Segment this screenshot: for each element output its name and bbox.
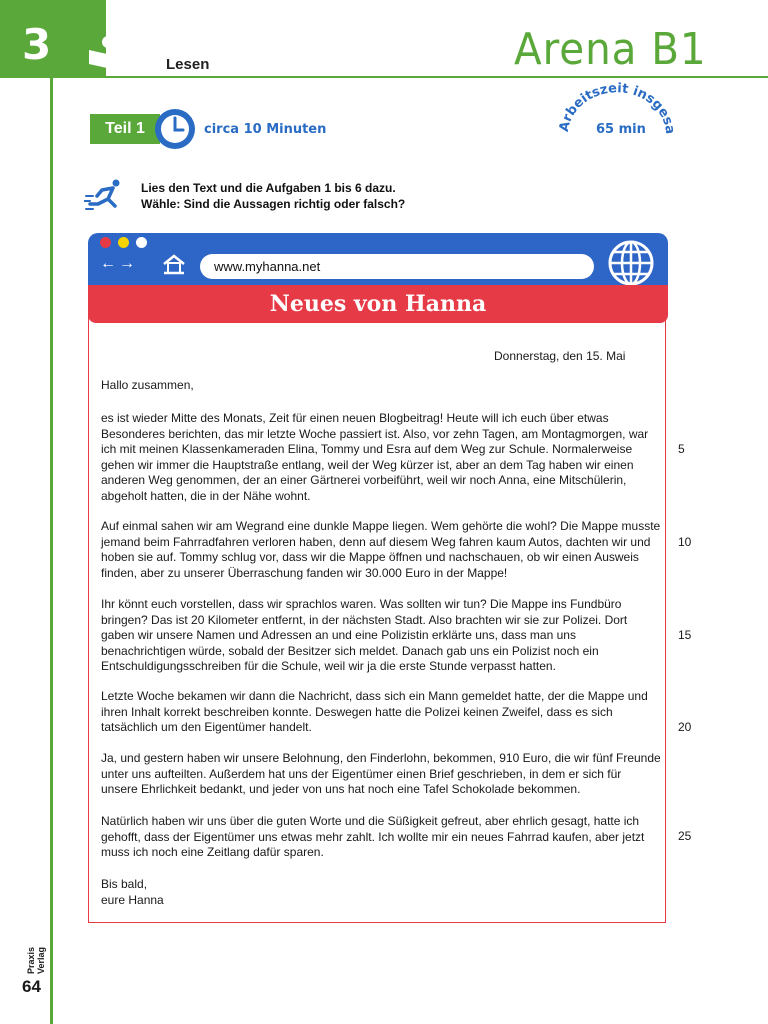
task-instructions bbox=[141, 180, 405, 212]
url-field: www.myhanna.net bbox=[200, 254, 594, 279]
total-time-label bbox=[548, 80, 678, 149]
nav-arrows bbox=[100, 255, 138, 273]
line-number: 20 bbox=[678, 720, 692, 734]
unit-number: 3 bbox=[22, 20, 52, 69]
section-label: Lesen bbox=[166, 56, 210, 73]
window-dot-yellow bbox=[118, 237, 129, 248]
margin-rule bbox=[50, 78, 53, 1024]
home-icon bbox=[162, 253, 186, 280]
instruction-line: Wähle: Sind die Aussagen richtig oder falsch? bbox=[141, 197, 406, 211]
line-number: 10 bbox=[678, 535, 692, 549]
line-number: 15 bbox=[678, 628, 692, 642]
post-paragraph: es ist wieder Mitte des Monats, Zeit für einen neuen Blogbeitrag! Heute will ich euch über etwas Besonderes berichten, das mir letzte Woche passiert ist. Also, vor zehn Tagen, am Montagmorgen, war ich mit meinen Klassenkameraden Elina, Tommy und Esra auf dem Weg zur Schule. Normalerweise gehen wir immer die Hauptstraße entlang, weil der Weg kürzer ist, aber an dem Tag haben wir einen anderen Weg genommen, der an einer Gärtnerei vorbeiführt, weil wir noch Anna, eine Mitschülerin, abgeholt hatten, die in der Nähe wohnt. bbox=[101, 411, 649, 503]
window-dot-red bbox=[100, 237, 111, 248]
publisher-name: Praxis Verlag bbox=[26, 946, 46, 974]
post-paragraph: Ja, und gestern haben wir unsere Belohnung, den Finderlohn, bekommen, 910 Euro, die wir fünf Freunde unter uns aufteilten. Außerdem hat uns der Eigentümer einen Brief geschrieben, in dem er sich für unsere Ehrlichkeit bedankt, und jeder von uns hat noch eine Tafel Schokolade bekommen. bbox=[101, 751, 661, 797]
post-paragraph: Natürlich haben wir uns über die guten Worte und die Süßigkeit gefreut, aber ehrlich gesagt, hatte ich gehofft, dass der Eigentümer uns etwas mehr zahlt. Ich wollte mir ein neues Fahrrad kaufen, aber jetzt muss ich noch eine Zeitlang dafür sparen. bbox=[101, 814, 645, 860]
post-paragraph: Ihr könnt euch vorstellen, dass wir sprachlos waren. Was sollten wir tun? Die Mappe ins Fundbüro bringen? Das ist 20 Kilometer entfernt, in der nächsten Stadt. Also brachten wir sie zur Polizei. Dort gaben wir unsere Namen und Adressen an und eine Polizistin erklärte uns, dass man uns benachrichtigen würde, sobald der Besitzer sich meldet. Danach gab uns ein Polizist noch ein Entschuldigungsschreiben für die Schule, weil wir ja die erste Stunde verpasst hatten. bbox=[101, 597, 628, 674]
line-number: 5 bbox=[678, 442, 685, 456]
signoff-line: eure Hanna bbox=[101, 892, 164, 907]
total-time-value: 65 min bbox=[596, 122, 646, 137]
post-paragraph: Auf einmal sahen wir am Wegrand eine dunkle Mappe liegen. Wem gehörte die wohl? Die Mappe musste jemand beim Fahrradfahren verloren haben, denn auf diesem Weg fahren kaum Autos, dachten wir und hoben sie auf. Tommy schlug vor, dass wir die Mappe öffnen und nachschauen, ob wir einen Ausweis finden, aber zu unserer Überraschung fanden wir 30.000 Euro in der Mappe! bbox=[101, 519, 661, 580]
blog-title: Neues von Hanna bbox=[88, 285, 668, 323]
browser-toolbar bbox=[88, 233, 668, 293]
page-number: 64 bbox=[22, 977, 41, 996]
post-signoff bbox=[101, 877, 164, 908]
clock-icon bbox=[152, 106, 200, 157]
header-rule bbox=[106, 76, 768, 78]
post-date: Donnerstag, den 15. Mai bbox=[494, 349, 626, 363]
part-time: circa 10 Minuten bbox=[204, 122, 327, 137]
post-paragraph: Letzte Woche bekamen wir dann die Nachricht, dass sich ein Mann gemeldet hatte, der die Mappe und ihren Inhalt korrekt beschreiben konnte. Deswegen hatte die Polizei keinen Zweifel, dass es sich tatsächlich um den Eigentümer handelt. bbox=[101, 689, 648, 735]
back-arrow-icon: ← bbox=[100, 255, 119, 272]
total-time-arc-text: Arbeitszeit insgesa bbox=[556, 81, 678, 135]
forward-arrow-icon: → bbox=[119, 255, 138, 272]
window-dot-white bbox=[136, 237, 147, 248]
signoff-line: Bis bald, bbox=[101, 877, 148, 891]
post-greeting: Hallo zusammen, bbox=[101, 378, 194, 392]
line-number: 25 bbox=[678, 829, 692, 843]
open-book-icon bbox=[86, 34, 130, 75]
brand-title: Arena B1 bbox=[514, 24, 707, 75]
instruction-line: Lies den Text und die Aufgaben 1 bis 6 dazu. bbox=[141, 181, 396, 195]
part-badge: Teil 1 bbox=[90, 114, 160, 144]
runner-icon bbox=[84, 178, 124, 219]
